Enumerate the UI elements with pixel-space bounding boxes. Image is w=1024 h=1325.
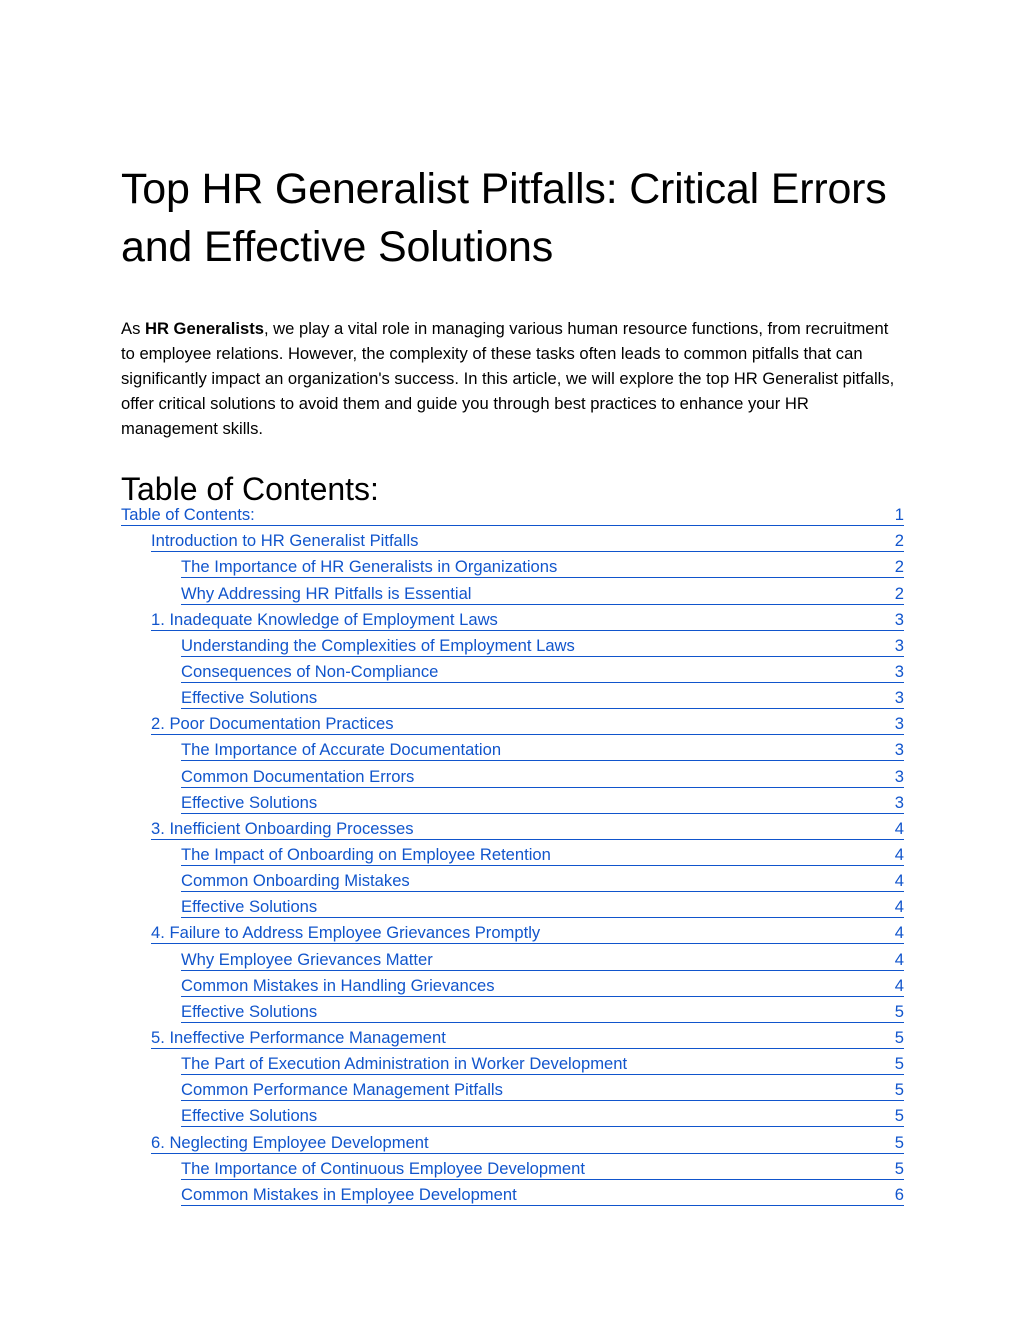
toc-entry xyxy=(121,761,904,787)
toc-entry-title: Table of Contents: xyxy=(121,505,255,525)
intro-rest: , we play a vital role in managing various human resource functions, from recruitment to employee relations. However, the complexity of these tasks often leads to common pitfalls that can significantly impact an organization's success. In this article, we will explore the top HR Generalist pitfalls, offer critical solutions to avoid them and guide you through best practices to enhance your HR management skills. xyxy=(121,319,895,438)
toc-entry-page-number: 4 xyxy=(894,949,904,969)
toc-link[interactable] xyxy=(151,1133,904,1154)
intro-prefix: As xyxy=(121,319,145,338)
toc-link[interactable] xyxy=(151,531,904,552)
toc-entry-page-number: 4 xyxy=(894,923,904,943)
toc-link[interactable] xyxy=(181,976,904,997)
toc-link[interactable] xyxy=(181,767,904,788)
toc-link[interactable] xyxy=(151,819,904,840)
toc-entry xyxy=(121,552,904,578)
toc-entry xyxy=(121,683,904,709)
toc-entry xyxy=(121,944,904,970)
toc-entry xyxy=(121,1101,904,1127)
document-page xyxy=(121,160,904,509)
toc-entry-page-number: 5 xyxy=(894,1106,904,1126)
table-of-contents xyxy=(121,500,904,1206)
toc-entry-title: The Part of Execution Administration in Worker Development xyxy=(181,1054,628,1074)
toc-entry-page-number: 3 xyxy=(894,740,904,760)
toc-link[interactable] xyxy=(151,923,904,944)
toc-entry-page-number: 5 xyxy=(894,1027,904,1047)
toc-entry-title: 2. Poor Documentation Practices xyxy=(151,714,394,734)
toc-entry xyxy=(121,997,904,1023)
toc-entry xyxy=(121,709,904,735)
intro-bold-term: HR Generalists xyxy=(144,319,264,338)
toc-entry-title: Why Employee Grievances Matter xyxy=(181,949,433,969)
toc-entry-page-number: 4 xyxy=(894,844,904,864)
toc-link[interactable] xyxy=(181,845,904,866)
toc-entry xyxy=(121,892,904,918)
toc-entry-title: Introduction to HR Generalist Pitfalls xyxy=(151,531,419,551)
toc-entry xyxy=(121,814,904,840)
toc-entry-page-number: 5 xyxy=(894,1080,904,1100)
toc-entry-title: 4. Failure to Address Employee Grievances Promptly xyxy=(151,923,541,943)
toc-entry-page-number: 4 xyxy=(894,871,904,891)
toc-entry xyxy=(121,526,904,552)
toc-entry-title: Effective Solutions xyxy=(181,1001,318,1021)
toc-link[interactable] xyxy=(181,1159,904,1180)
toc-link[interactable] xyxy=(181,1106,904,1127)
toc-entry-title: Why Addressing HR Pitfalls is Essential xyxy=(181,583,472,603)
toc-entry-title: Common Documentation Errors xyxy=(181,766,415,786)
toc-link[interactable] xyxy=(181,871,904,892)
toc-entry-page-number: 3 xyxy=(894,792,904,812)
toc-entry-page-number: 5 xyxy=(894,1054,904,1074)
toc-entry-title: Common Mistakes in Handling Grievances xyxy=(181,975,495,995)
toc-link[interactable] xyxy=(181,662,904,683)
toc-entry xyxy=(121,866,904,892)
toc-entry-title: Effective Solutions xyxy=(181,897,318,917)
toc-entry xyxy=(121,1023,904,1049)
toc-entry-page-number: 3 xyxy=(894,609,904,629)
toc-entry xyxy=(121,605,904,631)
toc-link[interactable] xyxy=(181,1185,904,1206)
toc-entry-page-number: 3 xyxy=(894,661,904,681)
toc-link[interactable] xyxy=(181,793,904,814)
toc-link[interactable] xyxy=(181,897,904,918)
toc-entry xyxy=(121,578,904,604)
toc-entry xyxy=(121,1075,904,1101)
toc-link[interactable] xyxy=(181,740,904,761)
toc-entry-title: 3. Inefficient Onboarding Processes xyxy=(151,818,414,838)
toc-link[interactable] xyxy=(181,584,904,605)
toc-entry-page-number: 1 xyxy=(894,505,904,525)
toc-entry xyxy=(121,657,904,683)
toc-entry-page-number: 3 xyxy=(894,714,904,734)
toc-entry xyxy=(121,631,904,657)
toc-entry-title: 1. Inadequate Knowledge of Employment Laws xyxy=(151,609,498,629)
toc-entry-title: Understanding the Complexities of Employment Laws xyxy=(181,635,575,655)
toc-entry xyxy=(121,918,904,944)
document-title: Top HR Generalist Pitfalls: Critical Errors and Effective Solutions xyxy=(121,165,887,271)
toc-entry-title: The Importance of Accurate Documentation xyxy=(181,740,502,760)
toc-link[interactable] xyxy=(181,1080,904,1101)
toc-entry xyxy=(121,1049,904,1075)
toc-entry-page-number: 2 xyxy=(894,583,904,603)
toc-link[interactable] xyxy=(181,1054,904,1075)
toc-entry-title: 6. Neglecting Employee Development xyxy=(151,1132,429,1152)
toc-entry-title: Consequences of Non-Compliance xyxy=(181,661,439,681)
toc-entry xyxy=(121,735,904,761)
toc-entry xyxy=(121,500,904,526)
toc-entry-page-number: 6 xyxy=(894,1184,904,1204)
toc-entry-page-number: 2 xyxy=(894,531,904,551)
toc-link[interactable] xyxy=(151,714,904,735)
toc-entry-page-number: 5 xyxy=(894,1158,904,1178)
toc-link[interactable] xyxy=(181,950,904,971)
toc-entry-title: Common Mistakes in Employee Development xyxy=(181,1184,517,1204)
toc-entry-title: 5. Ineffective Performance Management xyxy=(151,1027,446,1047)
toc-entry-title: The Importance of Continuous Employee Development xyxy=(181,1158,586,1178)
toc-entry xyxy=(121,840,904,866)
toc-link[interactable] xyxy=(181,688,904,709)
toc-link[interactable] xyxy=(121,505,904,526)
toc-entry-page-number: 2 xyxy=(894,557,904,577)
toc-entry-page-number: 5 xyxy=(894,1001,904,1021)
toc-link[interactable] xyxy=(151,610,904,631)
intro-paragraph xyxy=(121,316,904,441)
toc-entry-title: Common Onboarding Mistakes xyxy=(181,871,410,891)
toc-entry xyxy=(121,1127,904,1153)
toc-entry xyxy=(121,971,904,997)
toc-entry-title: Effective Solutions xyxy=(181,688,318,708)
toc-link[interactable] xyxy=(181,1002,904,1023)
toc-entry-page-number: 5 xyxy=(894,1132,904,1152)
toc-entry-page-number: 4 xyxy=(894,975,904,995)
toc-entry-page-number: 3 xyxy=(894,688,904,708)
toc-entry-page-number: 3 xyxy=(894,635,904,655)
toc-link[interactable] xyxy=(181,636,904,657)
toc-link[interactable] xyxy=(151,1028,904,1049)
toc-entry-title: Effective Solutions xyxy=(181,792,318,812)
toc-entry xyxy=(121,788,904,814)
toc-entry-title: Effective Solutions xyxy=(181,1106,318,1126)
toc-entry-page-number: 4 xyxy=(894,897,904,917)
toc-entry xyxy=(121,1154,904,1180)
toc-entry-title: Common Performance Management Pitfalls xyxy=(181,1080,503,1100)
toc-entry-title: The Importance of HR Generalists in Organizations xyxy=(181,557,558,577)
toc-entry xyxy=(121,1180,904,1206)
toc-entry-page-number: 4 xyxy=(894,818,904,838)
toc-link[interactable] xyxy=(181,557,904,578)
toc-entry-page-number: 3 xyxy=(894,766,904,786)
toc-heading: Table of Contents: xyxy=(121,471,379,507)
toc-entry-title: The Impact of Onboarding on Employee Retention xyxy=(181,844,551,864)
